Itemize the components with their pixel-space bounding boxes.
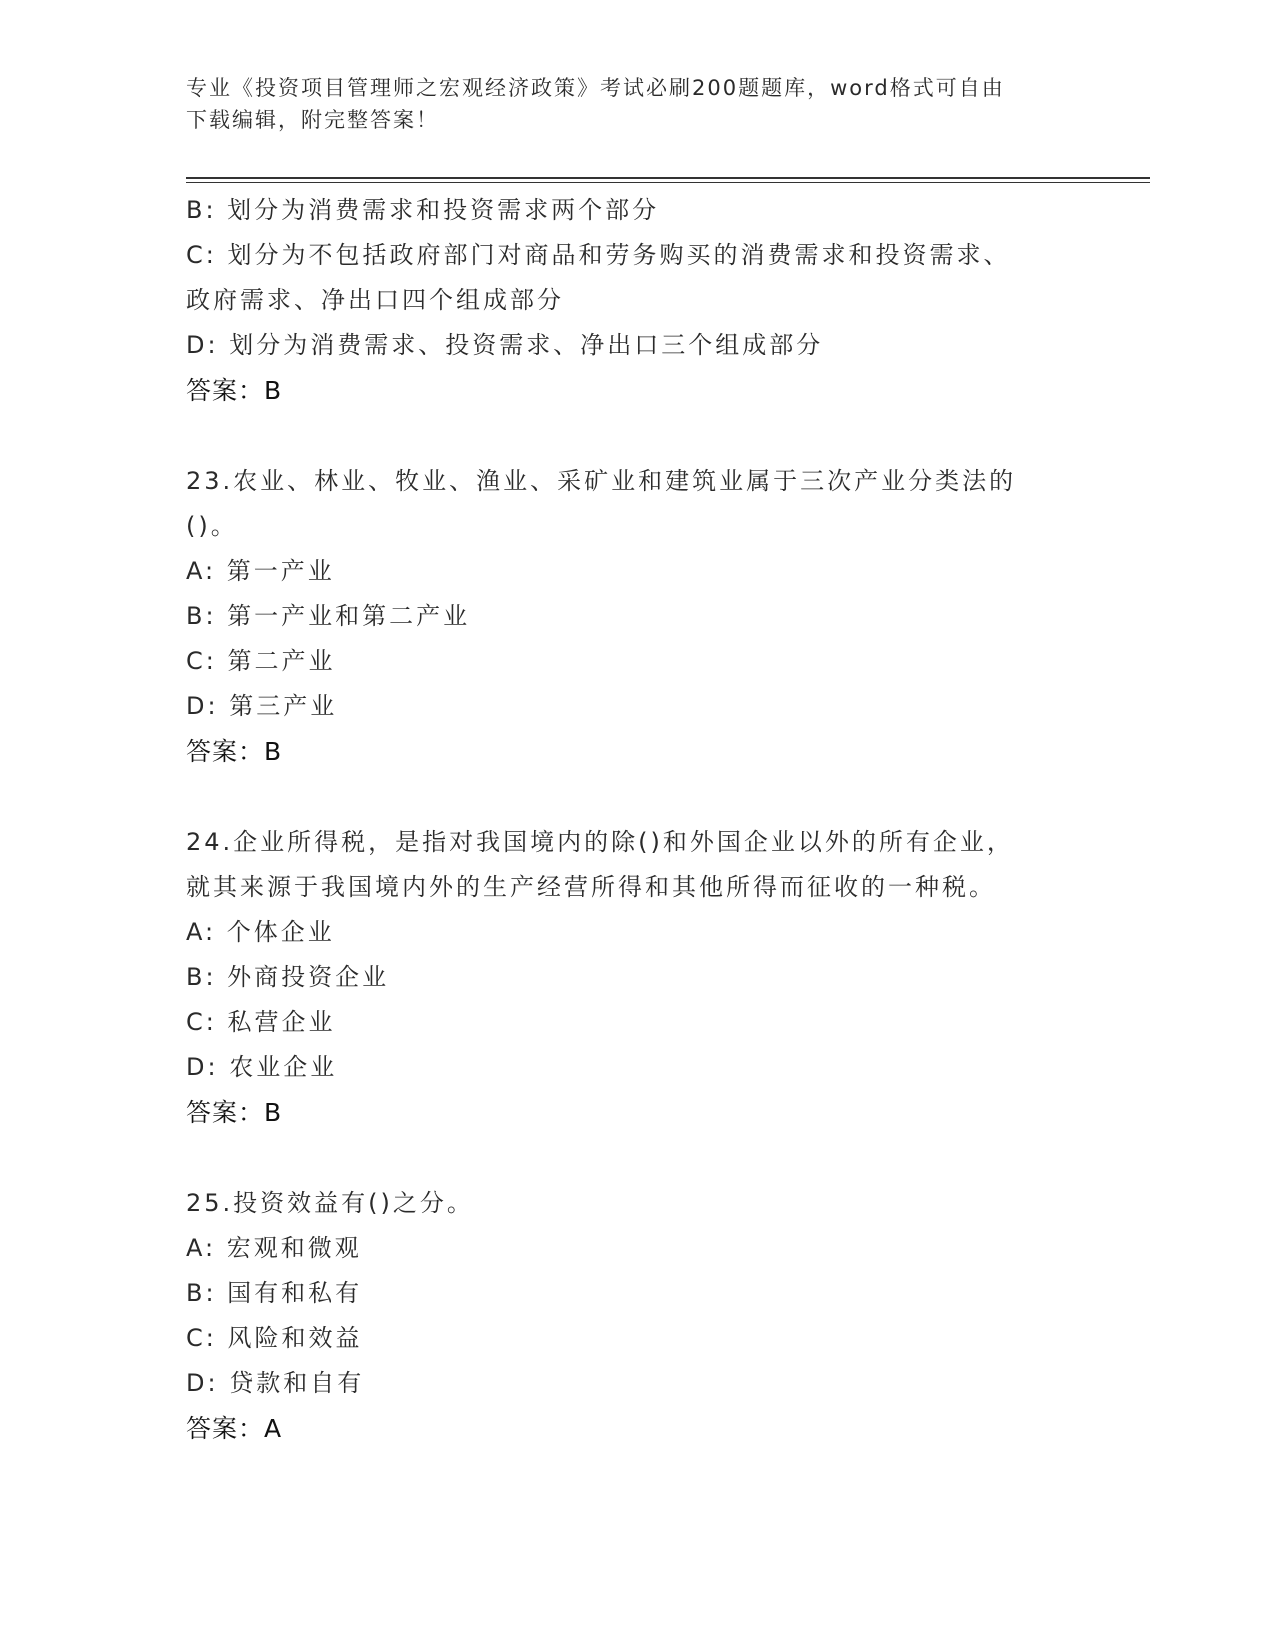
- q24-answer: 答案：B: [186, 1098, 283, 1127]
- q23-option-b: B: 第一产业和第二产业: [186, 602, 471, 630]
- q23-option-a: A: 第一产业: [186, 557, 335, 585]
- question-spacer: [186, 1135, 1086, 1181]
- q24-stem-line-2: 就其来源于我国境内外的生产经营所得和其他所得而征收的一种税。: [186, 873, 996, 901]
- q23-option-c: C: 第二产业: [186, 647, 336, 675]
- q25-stem: 25.投资效益有()之分。: [186, 1189, 474, 1217]
- header-line-2: 下载编辑，附完整答案！: [186, 108, 439, 132]
- question-spacer: [186, 774, 1086, 820]
- question-24: [186, 820, 1086, 1135]
- q23-stem-line-2: ()。: [186, 512, 238, 540]
- q25-answer: 答案：A: [186, 1414, 283, 1443]
- q24-stem-line-1: 24.企业所得税，是指对我国境内的除()和外国企业以外的所有企业，: [186, 828, 1014, 856]
- q23-stem-line-1: 23.农业、林业、牧业、渔业、采矿业和建筑业属于三次产业分类法的: [186, 467, 1017, 495]
- question-22: [186, 188, 1086, 413]
- document-header: [186, 72, 1086, 136]
- q25-option-c: C: 风险和效益: [186, 1324, 363, 1352]
- q24-option-a: A: 个体企业: [186, 918, 335, 946]
- question-list: [186, 188, 1086, 1451]
- header-divider-thick: [186, 177, 1150, 179]
- q23-answer: 答案：B: [186, 737, 283, 766]
- question-25: [186, 1181, 1086, 1451]
- header-line-1: 专业《投资项目管理师之宏观经济政策》考试必刷200题题库，word格式可自由: [186, 76, 1005, 100]
- q22-option-c-line-2: 政府需求、净出口四个组成部分: [186, 286, 564, 314]
- q24-option-c: C: 私营企业: [186, 1008, 336, 1036]
- q23-option-d: D: 第三产业: [186, 692, 338, 720]
- q25-option-b: B: 国有和私有: [186, 1279, 363, 1307]
- q22-option-b: B: 划分为消费需求和投资需求两个部分: [186, 196, 660, 224]
- question-23: [186, 459, 1086, 774]
- question-spacer: [186, 413, 1086, 459]
- q25-option-a: A: 宏观和微观: [186, 1234, 362, 1262]
- q22-option-d: D: 划分为消费需求、投资需求、净出口三个组成部分: [186, 331, 824, 359]
- q22-option-c-line-1: C: 划分为不包括政府部门对商品和劳务购买的消费需求和投资需求、: [186, 241, 1011, 269]
- q25-option-d: D: 贷款和自有: [186, 1369, 365, 1397]
- q24-option-b: B: 外商投资企业: [186, 963, 390, 991]
- q24-option-d: D: 农业企业: [186, 1053, 338, 1081]
- q22-answer: 答案：B: [186, 376, 283, 405]
- header-divider-thin: [186, 182, 1150, 183]
